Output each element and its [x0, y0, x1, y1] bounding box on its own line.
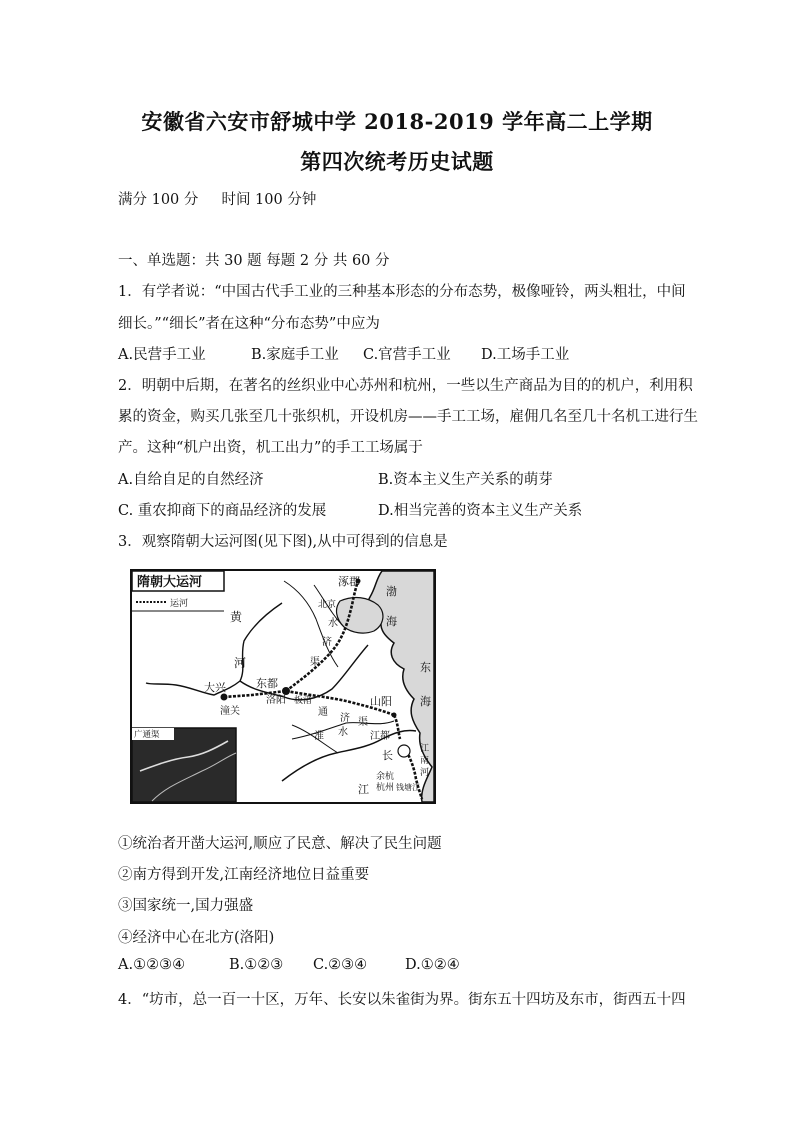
label-he: 河	[234, 656, 247, 670]
q2-line-1: 2．明朝中后期，在著名的丝织业中心苏州和杭州，一些以生产商品为目的的机户，利用积	[118, 378, 693, 394]
grand-canal-map	[130, 569, 436, 804]
q1-option-b: B.家庭手工业	[251, 347, 339, 363]
label-tongji-qu: 渠	[358, 717, 368, 728]
q3-option-b: B.①②③	[229, 957, 284, 973]
label-zhuojun: 涿郡	[338, 575, 360, 588]
label-tongji-ji: 济	[340, 713, 350, 724]
legend-canal-label: 运河	[170, 599, 189, 609]
q3-options	[118, 957, 460, 973]
q4-line-1: 4．“坊市，总一百一十区，万年、长安以朱雀街为界。街东五十四坊及东市，街西五十四	[118, 992, 686, 1008]
label-tongguan: 潼关	[220, 706, 240, 717]
q3-statement-1: ①统治者开凿大运河,顺应了民意、解决了民生问题	[118, 836, 442, 852]
label-huang: 黄	[230, 610, 243, 624]
q3-line-1: 3．观察隋朝大运河图(见下图),从中可得到的信息是	[118, 534, 448, 550]
label-shanyang: 山阳	[370, 695, 392, 708]
label-tongji-tong: 通	[318, 707, 328, 718]
label-chang: 长	[382, 749, 393, 762]
title-line-2: 第四次统考历史试题	[300, 149, 494, 174]
label-huai: 淮	[314, 731, 324, 742]
q2-option-d: D.相当完善的资本主义生产关系	[378, 503, 583, 519]
q1-line-2: 细长。”“细长”者在这种“分布态势”中应为	[118, 316, 380, 332]
label-bohai-hai: 海	[386, 615, 397, 628]
label-jiangdu: 江都	[370, 731, 390, 742]
label-yongji-yong: 水	[328, 618, 338, 629]
q3-statement-3: ③国家统一,国力强盛	[118, 898, 254, 914]
q2-option-a: A.自给自足的自然经济	[118, 472, 264, 488]
label-hangzhou: 杭州	[376, 783, 395, 793]
q2-line-3: 产。这种“机户出资，机工出力”的手工工场属于	[118, 440, 423, 456]
q1-option-c: C.官营手工业	[363, 347, 451, 363]
handou-canal	[394, 715, 400, 739]
bohai-gulf	[337, 598, 383, 634]
yangtze-river	[282, 730, 416, 781]
q3-statement-4: ④经济中心在北方(洛阳)	[118, 930, 275, 946]
yellow-river-lower	[240, 645, 368, 700]
section-heading: 一、单选题：共 30 题 每题 2 分 共 60 分	[118, 253, 390, 269]
map-title: 隋朝大运河	[137, 575, 203, 590]
q1-option-d: D.工场手工业	[481, 347, 570, 363]
label-yuhang: 余杭	[376, 772, 395, 782]
grand-canal-map-figure	[132, 571, 434, 802]
label-jiang: 江	[358, 783, 369, 796]
label-beijing: 北京	[318, 600, 337, 610]
label-bohai-bo: 渤	[386, 585, 397, 598]
q1-option-a: A.民营手工业	[118, 347, 206, 363]
jiangdu-marker	[398, 745, 410, 757]
label-shui: 水	[338, 727, 348, 738]
luoyang-dot	[282, 687, 290, 695]
q3-option-a: A.①②③④	[118, 957, 186, 973]
exam-meta: 满分 100 分 时间 100 分钟	[118, 192, 317, 208]
label-donghai: 海	[420, 695, 431, 708]
q3-statement-2: ②南方得到开发,江南经济地位日益重要	[118, 867, 370, 883]
label-yongji-qu: 渠	[310, 657, 320, 668]
label-jiangnan-nan: 南	[420, 756, 430, 766]
q2-option-b: B.资本主义生产关系的萌芽	[378, 472, 553, 488]
shanyang-dot	[392, 713, 397, 718]
title-line-1: 安徽省六安市舒城中学 2018-2019 学年高二上学期	[141, 109, 653, 134]
q1-options	[118, 343, 569, 364]
q3-option-d: D.①②④	[405, 957, 460, 973]
label-daxing: 大兴	[204, 681, 226, 694]
label-jiangnan-he: 河	[420, 768, 430, 778]
q3-option-c: C.②③④	[313, 957, 368, 973]
q1-line-1: 1．有学者说：“中国古代手工业的三种基本形态的分布态势，极像哑铃，两头粗壮，中间	[118, 284, 686, 300]
q2-option-c: C. 重农抑商下的商品经济的发展	[118, 503, 327, 519]
daxing-dot	[221, 694, 228, 701]
label-dongdu: 东都	[256, 677, 278, 690]
label-banzhu: 板渚	[294, 696, 313, 706]
q2-options-row-2	[118, 499, 582, 520]
label-qiantang: 钱塘江	[396, 783, 420, 792]
q2-line-2: 累的资金，购买几张至几十张织机，开设机房——手工工场，雇佣几名至几十名机工进行生	[118, 409, 698, 425]
q2-options-row-1	[118, 468, 553, 489]
label-yongji-ji: 济	[322, 637, 332, 648]
label-jiangnan-jiang: 江	[420, 744, 430, 754]
label-luoyang: 洛阳	[266, 695, 286, 706]
label-dong: 东	[420, 661, 431, 674]
inset-label: 广通渠	[134, 730, 160, 740]
